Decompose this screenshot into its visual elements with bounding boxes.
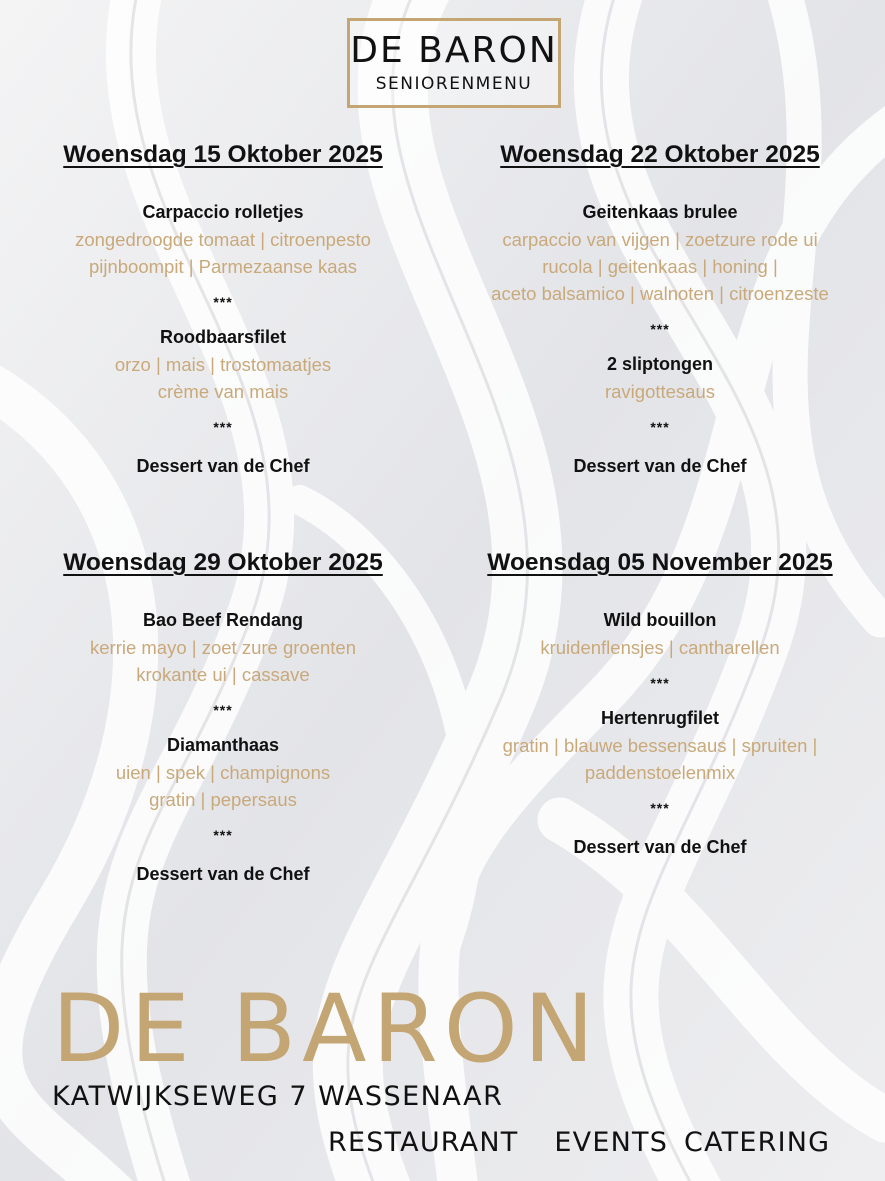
service-events: EVENTS [554, 1127, 669, 1158]
dish-description: carpaccio van vijgen | zoetzure rode ui [502, 229, 818, 250]
dish-name: Dessert van de Chef [573, 456, 747, 476]
dish-description: zongedroogde tomaat | citroenpesto [75, 229, 371, 250]
footer-brand: DE BARON [52, 975, 601, 1084]
dish-description: ravigottesaus [604, 381, 716, 402]
logo-subtitle: SENIORENMENU [375, 74, 533, 94]
course-separator: *** [213, 294, 233, 310]
logo [347, 18, 561, 108]
dish-description: rucola | geitenkaas | honing | [542, 256, 778, 277]
dish-name: Diamanthaas [166, 735, 280, 755]
dish-name: Wild bouillon [603, 610, 717, 630]
dish-description: orzo | mais | trostomaatjes [114, 354, 332, 375]
dish-description: gratin | pepersaus [149, 789, 297, 810]
course-separator: *** [213, 827, 233, 843]
course-separator: *** [650, 419, 670, 435]
logo-title: DE BARON [350, 30, 558, 71]
dish-description: pijnboompit | Parmezaanse kaas [88, 256, 358, 277]
day-title: Woensdag 22 Oktober 2025 [500, 141, 820, 168]
dish-name: Carpaccio rolletjes [142, 202, 304, 222]
day-title: Woensdag 05 November 2025 [487, 549, 833, 576]
week-block [445, 140, 875, 480]
dish-description: aceto balsamico | walnoten | citroenzeste [491, 283, 829, 304]
dish-description: kerrie mayo | zoet zure groenten [90, 637, 356, 658]
dish-description: paddenstoelenmix [584, 762, 736, 783]
course-separator: *** [650, 675, 670, 691]
dish-name: Dessert van de Chef [573, 837, 747, 857]
week-block [445, 548, 875, 861]
course-separator: *** [650, 321, 670, 337]
dish-description: uien | spek | champignons [115, 762, 331, 783]
service-restaurant: RESTAURANT [328, 1127, 519, 1158]
footer-services [328, 1126, 830, 1160]
course-separator: *** [650, 800, 670, 816]
dish-description: krokante ui | cassave [136, 664, 310, 685]
course-separator: *** [213, 702, 233, 718]
service-catering: CATERING [684, 1127, 831, 1158]
dish-name: Dessert van de Chef [136, 864, 310, 884]
dish-name: Roodbaarsfilet [159, 327, 287, 347]
dish-description: gratin | blauwe bessensaus | spruiten | [502, 735, 818, 756]
week-block [8, 548, 438, 888]
dish-description: crème van mais [157, 381, 289, 402]
dish-name: Bao Beef Rendang [142, 610, 304, 630]
dish-name: Hertenrugfilet [600, 708, 719, 728]
dish-name: 2 sliptongen [606, 354, 713, 374]
dish-description: kruidenflensjes | cantharellen [540, 637, 780, 658]
day-title: Woensdag 15 Oktober 2025 [63, 141, 383, 168]
dish-name: Geitenkaas brulee [582, 202, 738, 222]
dish-name: Dessert van de Chef [136, 456, 310, 476]
course-separator: *** [213, 419, 233, 435]
week-block [8, 140, 438, 480]
day-title: Woensdag 29 Oktober 2025 [63, 549, 383, 576]
footer-address: KATWIJKSEWEG 7 WASSENAAR [52, 1081, 504, 1112]
